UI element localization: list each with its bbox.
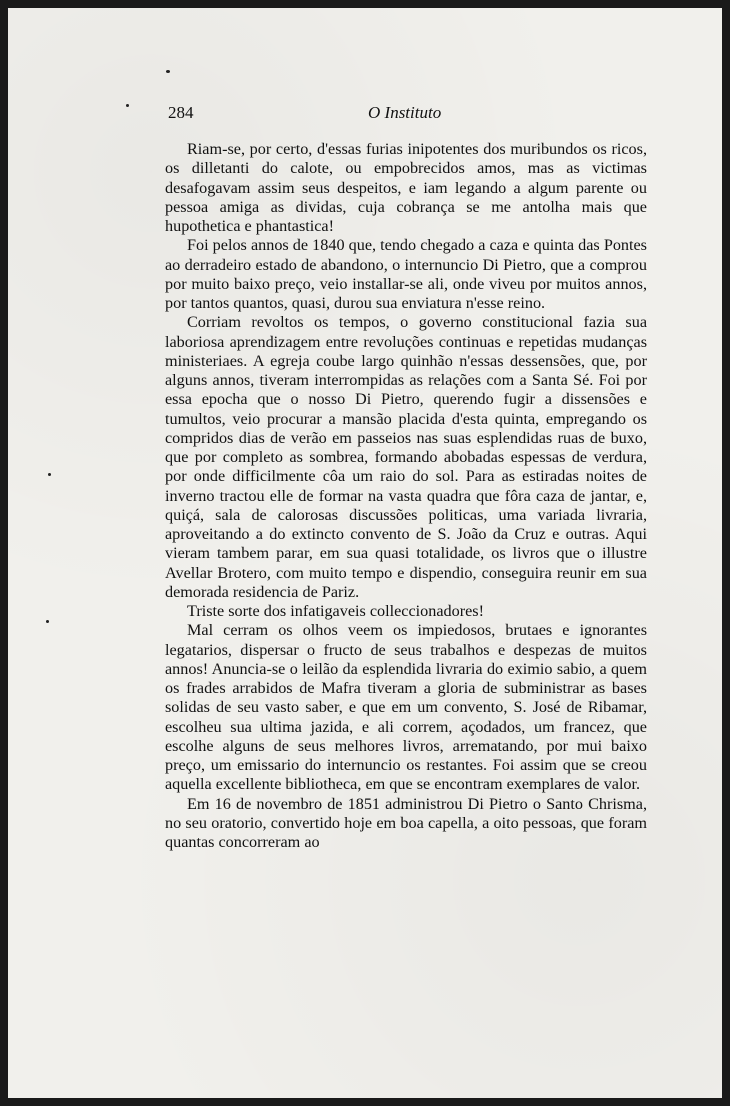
print-speck	[48, 473, 51, 476]
paragraph: Foi pelos annos de 1840 que, tendo chegado a caza e quinta das Pontes ao derradeiro estado de abandono, o internuncio Di Pietro, que a comprou por muito baixo preço, veio installar-se ali, onde viveu por muitos annos, por tantos quantos, quasi, durou sua enviatura n'esse reino.	[165, 236, 647, 312]
paragraph: Corriam revoltos os tempos, o governo constitucional fazia sua laboriosa aprendizagem entre revoluções continuas e repetidas mudanças ministeriaes. A egreja coube largo quinhão n'essas dessensões, que, por alguns annos, tiveram interrompidas as relações com a Santa Sé. Foi por essa epocha que o nosso Di Pietro, querendo fugir a dissensões e tumultos, veio procurar a mansão placida d'esta quinta, empregando os compridos dias de verão em passeios nas suas esplendidas ruas de buxo, que por completo as sombrea, formando abobadas espessas de verdura, por onde difficilmente côa um raio do sol. Para as estiradas noites de inverno tractou elle de formar na vasta quadra que fôra caza de jantar, e, quiçá, sala de calorosas discussões politicas, uma variada livraria, aproveitando a do extincto convento de S. João da Cruz e outras. Aqui vieram tambem parar, em sua quasi totalidade, os livros que o illustre Avellar Brotero, com muito tempo e dispendio, conseguira reunir em sua demorada residencia de Pariz.	[165, 313, 647, 601]
paragraph: Triste sorte dos infatigaveis colleccionadores!	[187, 602, 484, 620]
running-title: O Instituto	[368, 103, 442, 122]
body-text	[165, 140, 647, 852]
print-speck	[46, 620, 49, 623]
page-number: 284	[168, 103, 194, 122]
page-header	[168, 103, 648, 125]
print-speck	[126, 104, 129, 107]
paragraph: Riam-se, por certo, d'essas furias inipotentes dos muribundos os ricos, os dilletanti do calote, ou empobrecidos amos, mas as victimas desafogavam assim seus despeitos, e iam legando a algum parente ou pessoa amiga as dividas, cuja cobrança se me antolha mais que hupothetica e phantastica!	[165, 140, 647, 235]
print-speck	[166, 70, 170, 73]
paragraph: Mal cerram os olhos veem os impiedosos, brutaes e ignorantes legatarios, dispersar o fructo de seus trabalhos e despezas de muitos annos! Anuncia-se o leilão da esplendida livraria do eximio sabio, a quem os frades arrabidos de Mafra tiveram a gloria de subministrar as bases solidas de seu vasto saber, e que em um convento, S. José de Ribamar, escolheu sua ultima jazida, e ali correm, açodados, um francez, que escolhe alguns de seus melhores livros, arrematando, por mui baixo preço, um emissario do internuncio os restantes. Foi assim que se creou aquella excellente bibliotheca, em que se encontram exemplares de valor.	[165, 621, 647, 794]
paragraph: Em 16 de novembro de 1851 administrou Di Pietro o Santo Chrisma, no seu oratorio, convertido hoje em boa capella, a oito pessoas, que foram quantas concorreram ao	[165, 794, 647, 851]
scanned-page	[8, 8, 722, 1098]
